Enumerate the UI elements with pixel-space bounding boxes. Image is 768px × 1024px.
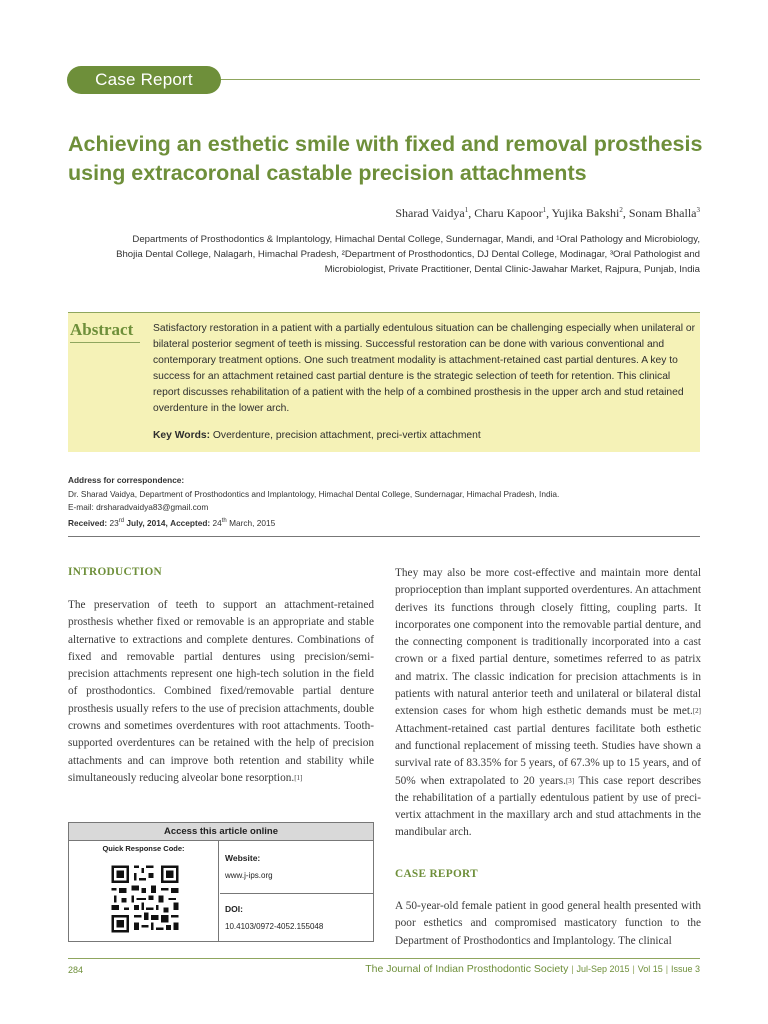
accepted-label: Accepted: bbox=[170, 517, 211, 528]
correspondence-heading: Address for correspondence: bbox=[68, 475, 185, 485]
article-title: Achieving an esthetic smile with fixed and removal prosthesis using extracoronal castable precision attachments bbox=[68, 132, 703, 185]
article-type-badge: Case Report bbox=[67, 66, 221, 94]
abstract-label: Abstract bbox=[70, 320, 134, 339]
case-report-text: A 50-year-old female patient in good general health presented with poor esthetics and compromised masticatory function to the Department of Prosthodontics and Implantology. The clinical bbox=[395, 900, 701, 947]
author-name: Yujika Bakshi bbox=[551, 206, 620, 220]
accepted-rest: March, 2015 bbox=[226, 517, 276, 528]
qr-label: Quick Response Code: bbox=[102, 844, 185, 853]
abstract-top-rule bbox=[68, 312, 700, 313]
journal-name: The Journal of Indian Prosthodontic Society bbox=[365, 963, 569, 975]
author-sup: 1 bbox=[464, 206, 469, 214]
received-label: Received: bbox=[68, 517, 108, 528]
access-box-title: Access this article online bbox=[69, 823, 373, 841]
abstract-text: Satisfactory restoration in a patient with a partially edentulous situation can be challenging especially when unilateral or bilateral posterior segment of teeth is missing. Successful restoration can be done with various conventional and contemporary treatment options. One such treatment modality is attachment-retained cast partial dentures. A key to success for an attachment retained cast partial denture is the strategic selection of teeth for retention. This clinical report discusses rehabilitation of a patient with the help of a combined prosthesis in the upper arch and stud retained overdenture in the lower arch. bbox=[153, 323, 696, 415]
doi-label: DOI: bbox=[225, 904, 243, 914]
body-text: They may also be more cost-effective and maintain more dental proprioception than implant supported overdentures. An attachment derives its functions through closely fitting, coupling parts. It incorporates one component into the removable partial denture, and the connecting component is traditionally incorporated into a cast crown or a fixed partial denture, sometimes referred to as patrix and matrix. The classic indication for precision attachments is in patients with natural anterior teeth and unilateral or bilateral distal extension cases for whom high esthetic demands must be met. bbox=[395, 567, 701, 718]
keywords bbox=[153, 430, 481, 441]
citation-ref[interactable]: [3] bbox=[565, 776, 575, 785]
access-links-panel bbox=[220, 841, 373, 941]
received-day: 23 bbox=[109, 517, 119, 528]
citation-ref[interactable]: [2] bbox=[692, 707, 701, 716]
right-column-paragraph bbox=[395, 565, 701, 842]
dates-line bbox=[68, 515, 708, 530]
author-list: Sharad Vaidya$^1$, Charu Kapoor$^1$, Yujika Bakshi$^2$, Sonam Bhalla$^3$ bbox=[395, 206, 700, 220]
affiliations bbox=[68, 232, 700, 277]
abstract-label-rule bbox=[70, 342, 140, 343]
website-link[interactable]: www.j-ips.org bbox=[225, 871, 273, 880]
author-name: Sharad Vaidya bbox=[395, 206, 465, 220]
accepted-sup: th bbox=[221, 517, 227, 524]
accepted-day: 24 bbox=[212, 517, 222, 528]
introduction-text: The preservation of teeth to support an attachment-retained prosthesis whether fixed or removable is an appropriate and stable alternative to extractions and complete dentures. Combinations of fixed and removable partial dentures using precision/semi-precision attachments represent one high-tech solution in the field of prosthodontics. Combined fixed/removable partial denture prosthesis usually refers to the use of precision attachments, double crowns and sometimes overdentures with root attachments. Tooth-supported overdentures can be retained with the help of precision attachments and can improve both retention and stability while simultaneously reducing alveolar bone resorption. bbox=[68, 599, 374, 784]
case-report-heading: CASE REPORT bbox=[395, 868, 478, 880]
received-sup: rd bbox=[118, 517, 125, 524]
access-article-box bbox=[68, 822, 374, 942]
abstract-box bbox=[68, 312, 700, 452]
affiliation-line: Bhojia Dental College, Nalagarh, Himachal Pradesh, ²Department of Prosthodontics, DJ Dental College, Modinagar, ³Oral Pathologist and bbox=[116, 249, 700, 260]
introduction-heading: INTRODUCTION bbox=[68, 566, 162, 578]
body-text: This case report describes the rehabilitation of a partially edentulous patient by use of preci-vertix attachment in the maxillary arch and stud attachments in the mandibular arch. bbox=[395, 774, 702, 839]
author-sup: 3 bbox=[696, 206, 700, 214]
author-name: Charu Kapoor bbox=[474, 206, 543, 220]
doi-cell bbox=[220, 894, 373, 941]
qr-panel bbox=[69, 841, 219, 941]
footer-rule bbox=[68, 958, 700, 959]
author-name: Sonam Bhalla bbox=[628, 206, 697, 220]
website-label: Website: bbox=[225, 853, 261, 863]
website-cell bbox=[220, 841, 373, 894]
introduction-body bbox=[68, 597, 374, 787]
correspondence-block bbox=[68, 474, 708, 530]
introduction-paragraph bbox=[68, 597, 374, 787]
page-number: 284 bbox=[68, 965, 84, 975]
received-rest: July, 2014, bbox=[124, 517, 168, 528]
journal-volume: Vol 15 bbox=[637, 964, 663, 974]
body-text: Attachment-retained cast partial dentures facilitate both esthetic and functional replacement of missing teeth. Studies have shown a survival rate of 83.35% for 5 years, of 67.3% up to 15 years, and of 50% when extrapolated to 20 years. bbox=[395, 722, 701, 787]
correspondence-address: Dr. Sharad Vaidya, Department of Prosthodontics and Implantology, Himachal Dental College, Sundernagar, Himachal Pradesh, India. bbox=[68, 488, 560, 499]
affiliation-line: Microbiologist, Private Practitioner, Dental Clinic-Jawahar Market, Rajpura, Punjab, India bbox=[324, 264, 700, 275]
keywords-label: Key Words: bbox=[153, 430, 211, 441]
author-sup: 2 bbox=[619, 206, 623, 214]
keywords-text: Overdenture, precision attachment, preci-vertix attachment bbox=[212, 430, 481, 441]
right-column-body bbox=[395, 565, 701, 842]
correspondence-rule bbox=[68, 536, 700, 537]
citation-ref[interactable]: [1] bbox=[294, 773, 303, 782]
author-sup: 1 bbox=[542, 206, 547, 214]
qr-code-icon[interactable] bbox=[109, 863, 181, 935]
doi-link[interactable]: 10.4103/0972-4052.155048 bbox=[225, 922, 324, 931]
journal-footer: The Journal of Indian Prosthodontic Society | Jul-Sep 2015 | Vol 15 | Issue 3 bbox=[365, 963, 700, 975]
case-report-body bbox=[395, 898, 701, 950]
affiliation-line: Departments of Prosthodontics & Implantology, Himachal Dental College, Sundernagar, Mandi, and ¹Oral Pathology and Microbiology, bbox=[132, 234, 700, 245]
journal-issue: Issue 3 bbox=[670, 964, 700, 974]
correspondence-email[interactable]: E-mail: drsharadvaidya83@gmail.com bbox=[68, 502, 209, 512]
journal-period: Jul-Sep 2015 bbox=[576, 964, 630, 974]
